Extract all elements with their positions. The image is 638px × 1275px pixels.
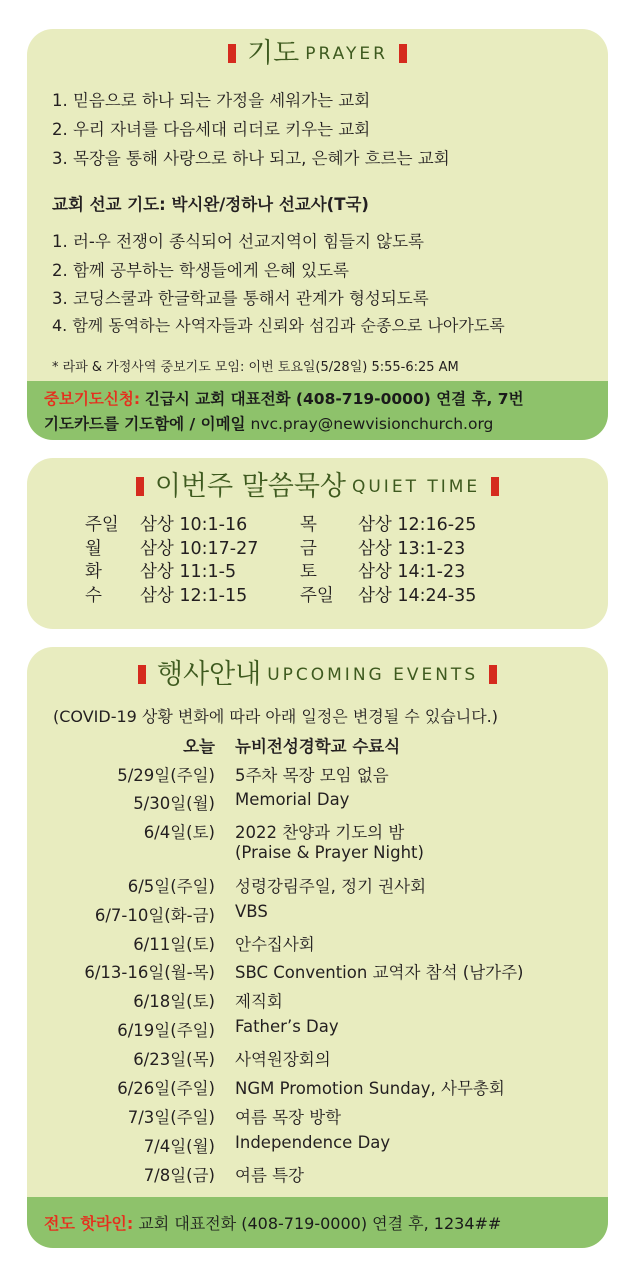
prayer-title-en: PRAYER bbox=[305, 44, 388, 64]
event-text: 여름 목장 방학 bbox=[235, 1108, 342, 1127]
events-card bbox=[27, 647, 608, 1248]
prayer-title-ko: 기도 bbox=[247, 38, 300, 69]
event-date: 6/7-10일(화-금) bbox=[94, 906, 215, 925]
qt-passage: 삼상 11:1-5 bbox=[140, 562, 237, 582]
events-note: (COVID-19 상황 변화에 따라 아래 일정은 변경될 수 있습니다.) bbox=[53, 707, 498, 726]
event-date: 6/11일(토) bbox=[133, 935, 215, 954]
title-bar-right bbox=[491, 477, 499, 496]
prayer-email-link[interactable]: nvc.pray@newvisionchurch.org bbox=[250, 415, 494, 433]
event-text: Father’s Day bbox=[235, 1017, 339, 1036]
prayer-request-label: 중보기도신청: bbox=[44, 390, 141, 408]
event-text: 사역원장회의 bbox=[235, 1050, 331, 1069]
event-text: 안수집사회 bbox=[235, 935, 315, 954]
event-date: 6/23일(목) bbox=[133, 1050, 215, 1069]
prayer-request-line1 bbox=[44, 387, 524, 409]
prayer-note: * 라파 & 가정사역 중보기도 모임: 이번 토요일(5/28일) 5:55-6:25 AM bbox=[52, 360, 459, 375]
event-date: 5/30일(월) bbox=[133, 794, 215, 813]
event-text: 5주차 목장 모임 없음 bbox=[235, 766, 389, 785]
qt-day: 주일 bbox=[85, 515, 119, 535]
event-date: 5/29일(주일) bbox=[117, 766, 215, 785]
event-date: 6/13-16일(월-목) bbox=[84, 963, 215, 982]
event-date: 6/18일(토) bbox=[133, 992, 215, 1011]
prayer-request-band bbox=[27, 381, 608, 440]
event-text-secondary: (Praise & Prayer Night) bbox=[235, 843, 424, 862]
mission-item-1: 1. 러-우 전쟁이 종식되어 선교지역이 힘들지 않도록 bbox=[52, 232, 424, 251]
event-text: Independence Day bbox=[235, 1133, 391, 1152]
event-text: 뉴비전성경학교 수료식 bbox=[235, 737, 401, 756]
qt-passage: 삼상 14:24-35 bbox=[358, 585, 477, 606]
prayer-item-3: 3. 목장을 통해 사랑으로 하나 되고, 은혜가 흐르는 교회 bbox=[52, 149, 450, 168]
qt-day: 목 bbox=[300, 515, 317, 535]
event-text: 2022 찬양과 기도의 밤 bbox=[235, 823, 405, 842]
title-bar-right bbox=[489, 665, 497, 684]
mission-item-4: 4. 함께 동역하는 사역자들과 신뢰와 섬김과 순종으로 나아가도록 bbox=[52, 316, 505, 335]
event-date: 6/19일(주일) bbox=[117, 1021, 215, 1040]
qt-passages-right bbox=[358, 514, 476, 608]
event-date: 6/4일(토) bbox=[143, 823, 215, 842]
hotline-text: 교회 대표전화 (408-719-0000) 연결 후, 1234## bbox=[138, 1214, 502, 1233]
qt-passage: 삼상 12:1-15 bbox=[140, 585, 248, 606]
event-text: Memorial Day bbox=[235, 790, 350, 809]
qt-passage: 삼상 14:1-23 bbox=[358, 562, 466, 582]
title-bar-left bbox=[228, 44, 236, 63]
mission-heading: 교회 선교 기도: 박시완/정하나 선교사(T국) bbox=[52, 195, 369, 214]
event-text: 제직회 bbox=[235, 992, 283, 1011]
qt-day: 금 bbox=[300, 538, 317, 559]
qt-day: 월 bbox=[85, 538, 102, 559]
qt-passage: 삼상 13:1-23 bbox=[358, 538, 466, 559]
qt-day: 주일 bbox=[300, 585, 334, 606]
title-bar-right bbox=[399, 44, 407, 63]
prayer-card-text: 기도카드를 기도함에 / 이메일 bbox=[44, 415, 246, 433]
qt-day: 화 bbox=[85, 562, 102, 582]
prayer-card bbox=[27, 29, 608, 440]
event-date: 7/3일(주일) bbox=[127, 1108, 215, 1127]
event-date: 6/5일(주일) bbox=[127, 877, 215, 896]
qt-passage: 삼상 12:16-25 bbox=[358, 515, 477, 535]
event-text: 여름 특강 bbox=[235, 1166, 305, 1185]
event-text: SBC Convention 교역자 참석 (남가주) bbox=[235, 963, 524, 982]
qt-passage: 삼상 10:1-16 bbox=[140, 515, 248, 535]
events-title-en: UPCOMING EVENTS bbox=[267, 665, 479, 685]
prayer-item-1: 1. 믿음으로 하나 되는 가정을 세워가는 교회 bbox=[52, 91, 371, 110]
mission-item-2: 2. 함께 공부하는 학생들에게 은혜 있도록 bbox=[52, 261, 349, 280]
qt-days-left bbox=[85, 514, 119, 608]
quiet-time-title-en: QUIET TIME bbox=[351, 477, 481, 497]
event-text: VBS bbox=[235, 902, 268, 921]
quiet-time-card bbox=[27, 458, 608, 629]
event-date: 7/8일(금) bbox=[143, 1166, 215, 1185]
prayer-request-line2 bbox=[44, 412, 493, 434]
hotline-line bbox=[44, 1211, 501, 1234]
qt-day: 토 bbox=[300, 562, 317, 582]
hotline-label: 전도 핫라인: bbox=[44, 1214, 134, 1233]
event-text: 성령강림주일, 정기 권사회 bbox=[235, 877, 427, 896]
events-title bbox=[27, 660, 608, 690]
event-date: 오늘 bbox=[183, 737, 215, 756]
qt-day: 수 bbox=[85, 585, 102, 606]
qt-passages-left bbox=[140, 514, 258, 608]
hotline-band bbox=[27, 1197, 608, 1248]
prayer-item-2: 2. 우리 자녀를 다음세대 리더로 키우는 교회 bbox=[52, 120, 371, 139]
events-title-ko: 행사안내 bbox=[156, 659, 262, 690]
event-text: NGM Promotion Sunday, 사무총회 bbox=[235, 1079, 505, 1098]
mission-item-3: 3. 코딩스쿨과 한글학교를 통해서 관계가 형성되도록 bbox=[52, 289, 429, 308]
prayer-title bbox=[27, 39, 608, 69]
qt-passage: 삼상 10:17-27 bbox=[140, 538, 259, 559]
title-bar-left bbox=[136, 477, 144, 496]
event-date: 6/26일(주일) bbox=[117, 1079, 215, 1098]
quiet-time-title bbox=[27, 472, 608, 502]
title-bar-left bbox=[138, 665, 146, 684]
event-date: 7/4일(월) bbox=[143, 1137, 215, 1156]
quiet-time-title-ko: 이번주 말씀묵상 bbox=[154, 471, 346, 502]
prayer-request-text: 긴급시 교회 대표전화 (408-719-0000) 연결 후, 7번 bbox=[144, 390, 524, 408]
qt-days-right bbox=[300, 514, 334, 608]
